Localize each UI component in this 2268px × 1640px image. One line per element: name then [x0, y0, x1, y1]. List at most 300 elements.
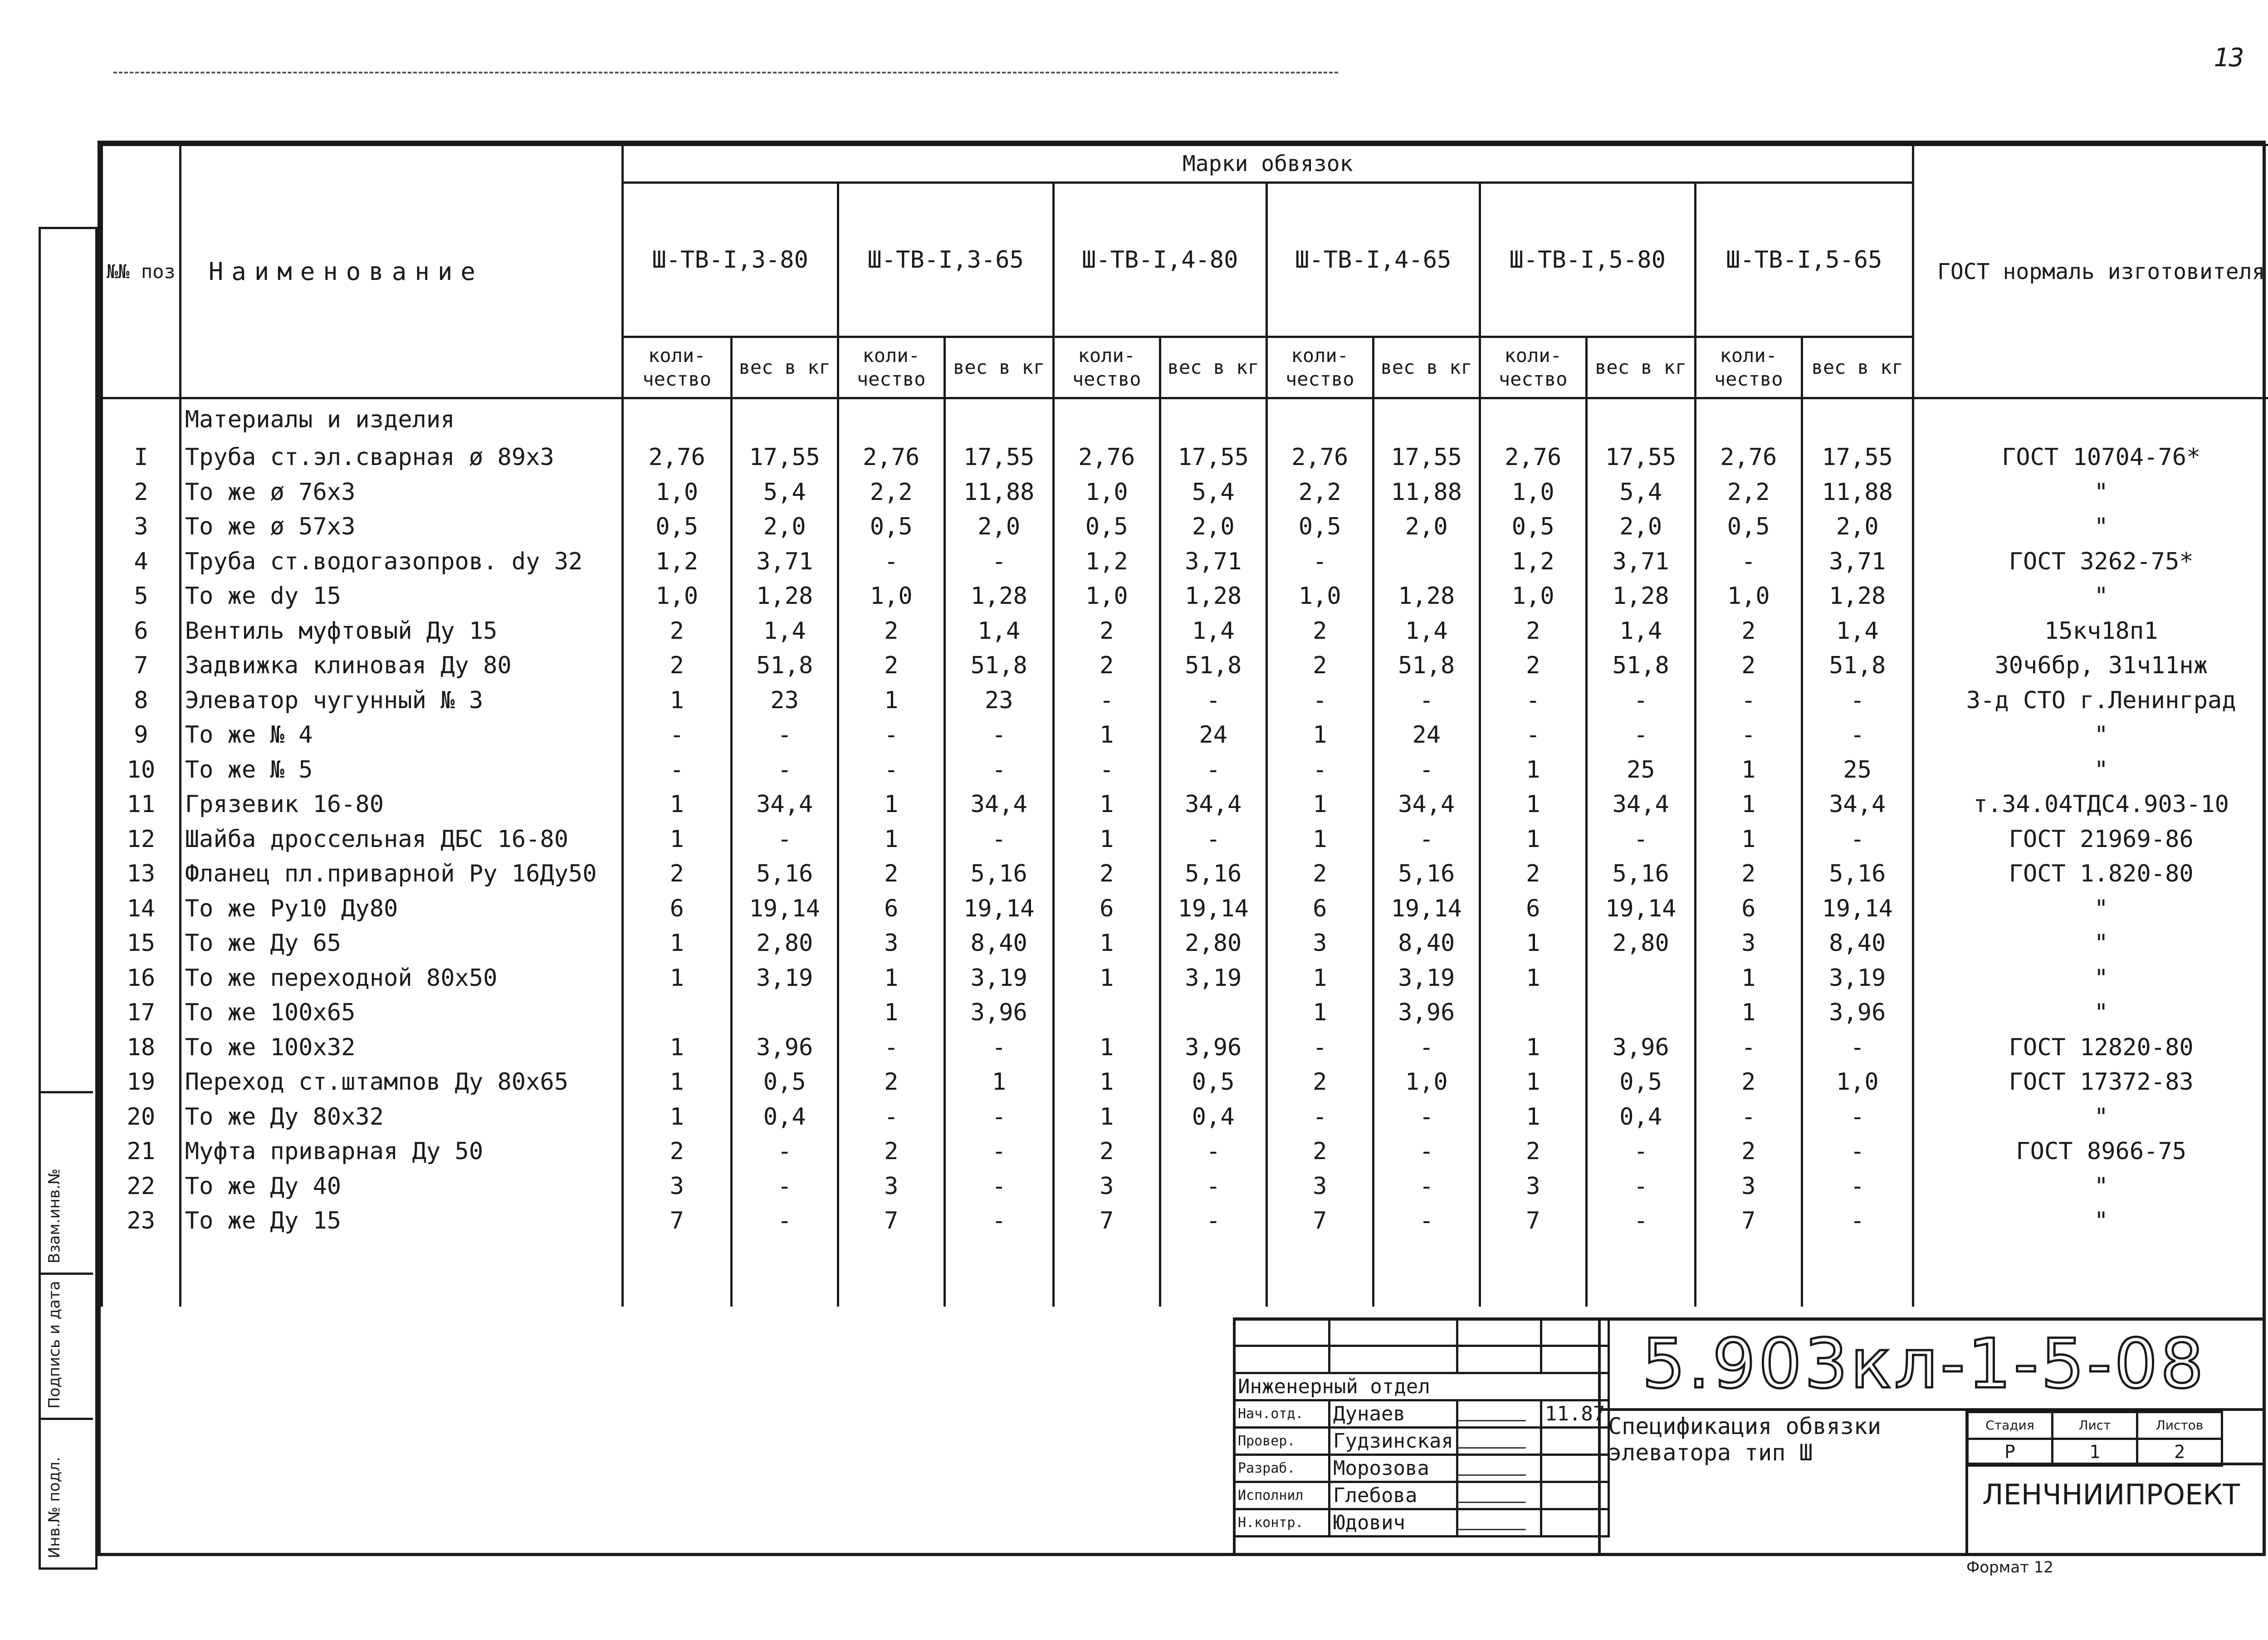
weight-cell: 5,16	[1160, 857, 1266, 891]
qty-header: коли- чество	[1053, 337, 1160, 398]
qty-header: коли- чество	[622, 337, 731, 398]
quantity-cell: 1	[1266, 787, 1373, 822]
quantity-cell: 0,5	[1480, 509, 1586, 544]
quantity-cell: 2	[1695, 1134, 1802, 1169]
quantity-cell: 7	[838, 1204, 944, 1239]
gost-cell: ГОСТ 1.820-80	[1913, 857, 2268, 891]
weight-cell: 1,4	[1586, 614, 1695, 649]
weight-cell: 17,55	[944, 440, 1053, 475]
quantity-cell: 1,2	[1053, 544, 1160, 579]
quantity-cell: -	[1480, 718, 1586, 753]
weight-cell: -	[1586, 1169, 1695, 1204]
quantity-cell: 1,0	[1053, 579, 1160, 614]
weight-cell: 11,88	[1373, 475, 1480, 510]
role: Провер.	[1234, 1428, 1330, 1455]
weight-cell: 17,55	[1160, 440, 1266, 475]
weight-cell: -	[944, 1204, 1053, 1239]
binding-strip	[39, 227, 98, 1570]
position-number: 20	[102, 1100, 181, 1135]
weight-cell: -	[1373, 1134, 1480, 1169]
quantity-cell: 1,0	[622, 475, 731, 510]
weight-cell: 24	[1373, 718, 1480, 753]
quantity-cell: 7	[1266, 1204, 1373, 1239]
weight-cell: 17,55	[1802, 440, 1913, 475]
weight-cell: 0,5	[731, 1065, 838, 1100]
title-line-2: элеватора тип Ш	[1608, 1439, 1813, 1466]
table-row	[102, 1065, 2268, 1100]
weight-cell: 2,0	[1802, 509, 1913, 544]
weight-cell: 5,16	[944, 857, 1053, 891]
quantity-cell: 7	[1480, 1204, 1586, 1239]
item-name: Фланец пл.приварной Ру 16Ду50	[180, 857, 622, 891]
quantity-cell: -	[838, 1030, 944, 1065]
weight-cell: -	[731, 718, 838, 753]
weight-cell: 25	[1802, 753, 1913, 788]
document-code: 5.903кл-1-5-08	[1642, 1325, 2207, 1404]
weight-cell: 5,4	[1160, 475, 1266, 510]
weight-cell: 1,0	[1373, 1065, 1480, 1100]
weight-header: вес в кг	[1373, 337, 1480, 398]
weight-cell: 3,19	[944, 961, 1053, 996]
weight-cell: 1,28	[1373, 579, 1480, 614]
gost-cell: "	[1913, 1100, 2268, 1135]
weight-cell: -	[1373, 1100, 1480, 1135]
quantity-cell: 1	[1266, 961, 1373, 996]
weight-cell: 34,4	[1802, 787, 1913, 822]
weight-cell: 34,4	[1373, 787, 1480, 822]
quantity-cell: 2,76	[838, 440, 944, 475]
weight-cell: -	[944, 1169, 1053, 1204]
weight-cell: 3,71	[1586, 544, 1695, 579]
position-number: 13	[102, 857, 181, 891]
quantity-cell: 0,5	[1053, 509, 1160, 544]
position-number: 4	[102, 544, 181, 579]
item-name: Труба ст.водогазопров. dy 32	[180, 544, 622, 579]
weight-cell: 19,14	[944, 891, 1053, 926]
weight-cell: 3,19	[1802, 961, 1913, 996]
quantity-cell: 2	[838, 857, 944, 891]
position-number: 22	[102, 1169, 181, 1204]
weight-cell: -	[1373, 822, 1480, 857]
gost-cell: 30ч6бр, 31ч11нж	[1913, 648, 2268, 683]
position-number: 14	[102, 891, 181, 926]
stage-value: Р	[1968, 1439, 2053, 1466]
position-number: 19	[102, 1065, 181, 1100]
position-number: 21	[102, 1134, 181, 1169]
gost-cell: "	[1913, 579, 2268, 614]
quantity-cell: 3	[1053, 1169, 1160, 1204]
quantity-cell: -	[1695, 683, 1802, 718]
quantity-cell: 1	[838, 787, 944, 822]
weight-cell: 1,4	[1802, 614, 1913, 649]
quantity-cell: 2,76	[1480, 440, 1586, 475]
table-row	[102, 961, 2268, 996]
quantity-cell: 6	[1266, 891, 1373, 926]
item-name: Труба ст.эл.сварная ø 89x3	[180, 440, 622, 475]
person-name: Морозова	[1330, 1455, 1457, 1482]
mark-header: Ш-ТВ-I,4-80	[1053, 183, 1266, 337]
weight-cell: 11,88	[944, 475, 1053, 510]
weight-cell: -	[1586, 1134, 1695, 1169]
gost-cell: ГОСТ 8966-75	[1913, 1134, 2268, 1169]
quantity-cell: 3	[622, 1169, 731, 1204]
gost-cell: З-д СТО г.Ленинград	[1913, 683, 2268, 718]
quantity-cell: -	[1695, 1100, 1802, 1135]
item-name: Переход ст.штампов Ду 80x65	[180, 1065, 622, 1100]
item-name: То же № 5	[180, 753, 622, 788]
weight-cell: 8,40	[1373, 926, 1480, 961]
person-name: Гудзинская	[1330, 1428, 1457, 1455]
quantity-cell: 1	[622, 822, 731, 857]
gost-cell: ГОСТ 12820-80	[1913, 1030, 2268, 1065]
table-row	[102, 1134, 2268, 1169]
quantity-cell: 2	[1695, 614, 1802, 649]
quantity-cell: 2	[1266, 648, 1373, 683]
quantity-cell: 1	[1053, 1100, 1160, 1135]
weight-cell: 19,14	[1802, 891, 1913, 926]
weight-cell: 19,14	[731, 891, 838, 926]
item-name: То же 100x32	[180, 1030, 622, 1065]
quantity-cell: 3	[838, 1169, 944, 1204]
quantity-cell: 1,0	[622, 579, 731, 614]
role: Разраб.	[1234, 1455, 1330, 1482]
quantity-cell: 2,2	[1695, 475, 1802, 510]
mark-header: Ш-ТВ-I,3-80	[622, 183, 838, 337]
weight-cell: -	[1802, 1169, 1913, 1204]
gost-cell: "	[1913, 1204, 2268, 1239]
quantity-cell: 2,76	[1695, 440, 1802, 475]
quantity-cell: -	[1695, 718, 1802, 753]
position-number: 7	[102, 648, 181, 683]
weight-cell: 1,4	[1373, 614, 1480, 649]
table-row	[102, 509, 2268, 544]
position-number: 11	[102, 787, 181, 822]
weight-cell: 23	[944, 683, 1053, 718]
quantity-cell: 1	[1053, 926, 1160, 961]
weight-cell: -	[1373, 1204, 1480, 1239]
quantity-cell: 6	[622, 891, 731, 926]
weight-cell: 34,4	[944, 787, 1053, 822]
position-number: 10	[102, 753, 181, 788]
table-row	[102, 1204, 2268, 1239]
signature	[1457, 1509, 1541, 1537]
table-row	[102, 753, 2268, 788]
quantity-cell: 1	[1480, 822, 1586, 857]
weight-cell: 8,40	[944, 926, 1053, 961]
gost-cell: ГОСТ 17372-83	[1913, 1065, 2268, 1100]
sheet-value: 1	[2053, 1439, 2137, 1466]
weight-cell	[1586, 995, 1695, 1030]
position-number: 9	[102, 718, 181, 753]
weight-cell: 1,28	[1160, 579, 1266, 614]
organization: ЛЕНЧНИИПРОЕКТ	[1982, 1478, 2240, 1511]
weight-header: вес в кг	[944, 337, 1053, 398]
quantity-cell: 2	[1266, 1134, 1373, 1169]
quantity-cell: 2	[622, 648, 731, 683]
sheets-label: Листов	[2137, 1412, 2222, 1439]
weight-cell: 1,28	[1802, 579, 1913, 614]
weight-cell: -	[944, 753, 1053, 788]
quantity-cell: -	[1053, 683, 1160, 718]
weight-cell: -	[1802, 1204, 1913, 1239]
weight-cell: 2,0	[1160, 509, 1266, 544]
quantity-cell: 3	[1480, 1169, 1586, 1204]
weight-cell: 3,19	[1373, 961, 1480, 996]
weight-cell: -	[1160, 822, 1266, 857]
weight-cell: 2,0	[1373, 509, 1480, 544]
weight-cell: -	[1586, 1204, 1695, 1239]
gost-cell: т.34.04ТДС4.903-10	[1913, 787, 2268, 822]
role: Исполнил	[1234, 1482, 1330, 1509]
table-row	[102, 891, 2268, 926]
mark-header: Ш-ТВ-I,5-65	[1695, 183, 1913, 337]
section-row	[102, 398, 2268, 441]
weight-cell: 17,55	[731, 440, 838, 475]
weight-header: вес в кг	[731, 337, 838, 398]
weight-cell: -	[1586, 718, 1695, 753]
quantity-cell: 2	[1266, 1065, 1373, 1100]
table-row	[102, 683, 2268, 718]
weight-cell: 2,80	[731, 926, 838, 961]
weight-cell	[1586, 961, 1695, 996]
quantity-cell: 1	[622, 1100, 731, 1135]
stage-label: Стадия	[1968, 1412, 2053, 1439]
weight-cell: 11,88	[1802, 475, 1913, 510]
weight-cell: 51,8	[1160, 648, 1266, 683]
position-number: 2	[102, 475, 181, 510]
quantity-cell: 1,2	[1480, 544, 1586, 579]
item-name: То же Ду 80x32	[180, 1100, 622, 1135]
quantity-cell	[1053, 995, 1160, 1030]
table-row	[102, 648, 2268, 683]
gost-cell: "	[1913, 475, 2268, 510]
quantity-cell: 1	[1053, 1030, 1160, 1065]
quantity-cell: 1,0	[1480, 475, 1586, 510]
quantity-cell: 0,5	[1266, 509, 1373, 544]
weight-cell: -	[1160, 1204, 1266, 1239]
quantity-cell: 1	[1266, 718, 1373, 753]
quantity-cell: 1,0	[1695, 579, 1802, 614]
table-row	[102, 787, 2268, 822]
mark-header: Ш-ТВ-I,4-65	[1266, 183, 1480, 337]
sheet-label: Лист	[2053, 1412, 2137, 1439]
mark-header: Ш-ТВ-I,5-80	[1480, 183, 1695, 337]
quantity-cell: 1	[1480, 1030, 1586, 1065]
quantity-cell	[622, 995, 731, 1030]
quantity-cell: 2	[838, 648, 944, 683]
quantity-cell: 1	[1053, 822, 1160, 857]
quantity-cell: 1	[1480, 961, 1586, 996]
quantity-cell: 2	[622, 857, 731, 891]
quantity-cell: 2,2	[1266, 475, 1373, 510]
weight-cell: 2,80	[1160, 926, 1266, 961]
weight-cell: 34,4	[1160, 787, 1266, 822]
weight-cell: 0,5	[1586, 1065, 1695, 1100]
gost-cell: "	[1913, 961, 2268, 996]
weight-cell: 1,4	[731, 614, 838, 649]
strip-divider	[39, 1418, 93, 1420]
weight-cell: 51,8	[1802, 648, 1913, 683]
gost-cell: ГОСТ 10704-76*	[1913, 440, 2268, 475]
item-name: То же Ду 40	[180, 1169, 622, 1204]
quantity-cell: 3	[1266, 926, 1373, 961]
quantity-cell: 1	[1480, 926, 1586, 961]
role: Н.контр.	[1234, 1509, 1330, 1537]
weight-cell: 1,4	[944, 614, 1053, 649]
quantity-cell: 1	[622, 1065, 731, 1100]
weight-cell: 19,14	[1373, 891, 1480, 926]
quantity-cell: 1	[1053, 1065, 1160, 1100]
top-scan-line	[113, 72, 1338, 73]
role: Нач.отд.	[1234, 1400, 1330, 1428]
weight-cell: -	[1160, 683, 1266, 718]
weight-cell: 1,28	[731, 579, 838, 614]
weight-cell: 5,16	[1373, 857, 1480, 891]
quantity-cell: 1	[622, 926, 731, 961]
signature-mark	[1457, 1511, 1533, 1530]
weight-cell: 1,0	[1802, 1065, 1913, 1100]
quantity-cell: 0,5	[838, 509, 944, 544]
weight-cell: -	[1802, 718, 1913, 753]
quantity-cell: 1	[1695, 753, 1802, 788]
person-name: Глебова	[1330, 1482, 1457, 1509]
quantity-cell: 6	[838, 891, 944, 926]
weight-cell: 3,71	[731, 544, 838, 579]
quantity-cell: -	[1695, 544, 1802, 579]
item-name: То же 100x65	[180, 995, 622, 1030]
quantity-cell: 2,2	[838, 475, 944, 510]
table-row	[102, 579, 2268, 614]
weight-cell: -	[1160, 753, 1266, 788]
quantity-cell: 1,2	[622, 544, 731, 579]
item-name: Грязевик 16-80	[180, 787, 622, 822]
weight-cell: -	[1586, 822, 1695, 857]
quantity-cell: 2	[1053, 1134, 1160, 1169]
quantity-cell: -	[1266, 683, 1373, 718]
weight-cell: -	[731, 822, 838, 857]
weight-cell: 23	[731, 683, 838, 718]
quantity-cell: 1	[838, 961, 944, 996]
weight-cell	[731, 995, 838, 1030]
qty-header: коли- чество	[1480, 337, 1586, 398]
quantity-cell: 2	[622, 614, 731, 649]
weight-cell: 2,0	[944, 509, 1053, 544]
weight-cell: 2,0	[731, 509, 838, 544]
gost-cell: ГОСТ 21969-86	[1913, 822, 2268, 857]
person-name: Дунаев	[1330, 1400, 1457, 1428]
person-name: Юдович	[1330, 1509, 1457, 1537]
quantity-cell: 1	[1053, 787, 1160, 822]
weight-cell	[1373, 544, 1480, 579]
table-row	[102, 544, 2268, 579]
quantity-cell: 1	[622, 787, 731, 822]
quantity-cell: 2	[1480, 1134, 1586, 1169]
weight-cell: 1,28	[1586, 579, 1695, 614]
signature-mark	[1457, 1483, 1533, 1503]
weight-cell: 2,0	[1586, 509, 1695, 544]
weight-cell: -	[731, 1204, 838, 1239]
weight-cell: -	[1802, 683, 1913, 718]
weight-cell: 34,4	[1586, 787, 1695, 822]
weight-cell: 3,96	[1586, 1030, 1695, 1065]
gost-cell: "	[1913, 1169, 2268, 1204]
weight-cell: -	[1160, 1134, 1266, 1169]
weight-cell: 1,4	[1160, 614, 1266, 649]
weight-cell: 3,19	[731, 961, 838, 996]
quantity-cell: 1	[838, 683, 944, 718]
item-name: То же Ру10 Ду80	[180, 891, 622, 926]
weight-cell: 25	[1586, 753, 1695, 788]
weight-cell: 0,4	[731, 1100, 838, 1135]
quantity-cell: 1	[1695, 787, 1802, 822]
weight-cell: -	[944, 822, 1053, 857]
stamp-divider	[1598, 1317, 1601, 1556]
table-row	[102, 1169, 2268, 1204]
quantity-cell: 2	[1266, 614, 1373, 649]
weight-cell: 3,19	[1160, 961, 1266, 996]
weight-cell: 5,16	[731, 857, 838, 891]
quantity-cell: 3	[1266, 1169, 1373, 1204]
quantity-cell: -	[1266, 544, 1373, 579]
item-name: То же ø 57x3	[180, 509, 622, 544]
position-number: I	[102, 440, 181, 475]
item-name: То же Ду 15	[180, 1204, 622, 1239]
weight-cell: 5,16	[1802, 857, 1913, 891]
signature	[1457, 1482, 1541, 1509]
weight-cell: -	[1802, 1100, 1913, 1135]
quantity-cell: -	[1266, 1030, 1373, 1065]
title-line-1: Спецификация обвязки	[1608, 1413, 1882, 1439]
signature	[1457, 1400, 1541, 1428]
quantity-cell: 1	[838, 995, 944, 1030]
weight-cell: 2,80	[1586, 926, 1695, 961]
quantity-cell: 6	[1053, 891, 1160, 926]
item-name: То же переходной 80x50	[180, 961, 622, 996]
item-name: Элеватор чугунный № 3	[180, 683, 622, 718]
quantity-cell: 1	[622, 683, 731, 718]
quantity-cell: 1	[1695, 995, 1802, 1030]
quantity-cell: -	[838, 718, 944, 753]
quantity-cell: 7	[1695, 1204, 1802, 1239]
quantity-cell: 1	[838, 822, 944, 857]
strip-divider	[39, 1091, 93, 1093]
name-header: Наименование	[180, 145, 622, 398]
weight-header: вес в кг	[1802, 337, 1913, 398]
quantity-cell: -	[1695, 1030, 1802, 1065]
table-row	[102, 614, 2268, 649]
gost-cell: ГОСТ 3262-75*	[1913, 544, 2268, 579]
weight-cell: 0,4	[1586, 1100, 1695, 1135]
weight-cell: 8,40	[1802, 926, 1913, 961]
table-row	[102, 1100, 2268, 1135]
weight-cell: 5,4	[1586, 475, 1695, 510]
position-number: 6	[102, 614, 181, 649]
weight-cell: -	[1160, 1169, 1266, 1204]
weight-cell: -	[731, 1134, 838, 1169]
gost-cell: "	[1913, 718, 2268, 753]
quantity-cell: 1,0	[838, 579, 944, 614]
quantity-cell: 2	[838, 1134, 944, 1169]
quantity-cell: -	[1266, 1100, 1373, 1135]
document-title	[1608, 1413, 1881, 1466]
table-row	[102, 822, 2268, 857]
quantity-cell: 7	[1053, 1204, 1160, 1239]
quantity-cell: -	[838, 1100, 944, 1135]
weight-cell: -	[1802, 1134, 1913, 1169]
signature-mark	[1457, 1456, 1533, 1476]
weight-cell: 1	[944, 1065, 1053, 1100]
replacement-inv-label: Взам.инв.№	[45, 1168, 64, 1263]
